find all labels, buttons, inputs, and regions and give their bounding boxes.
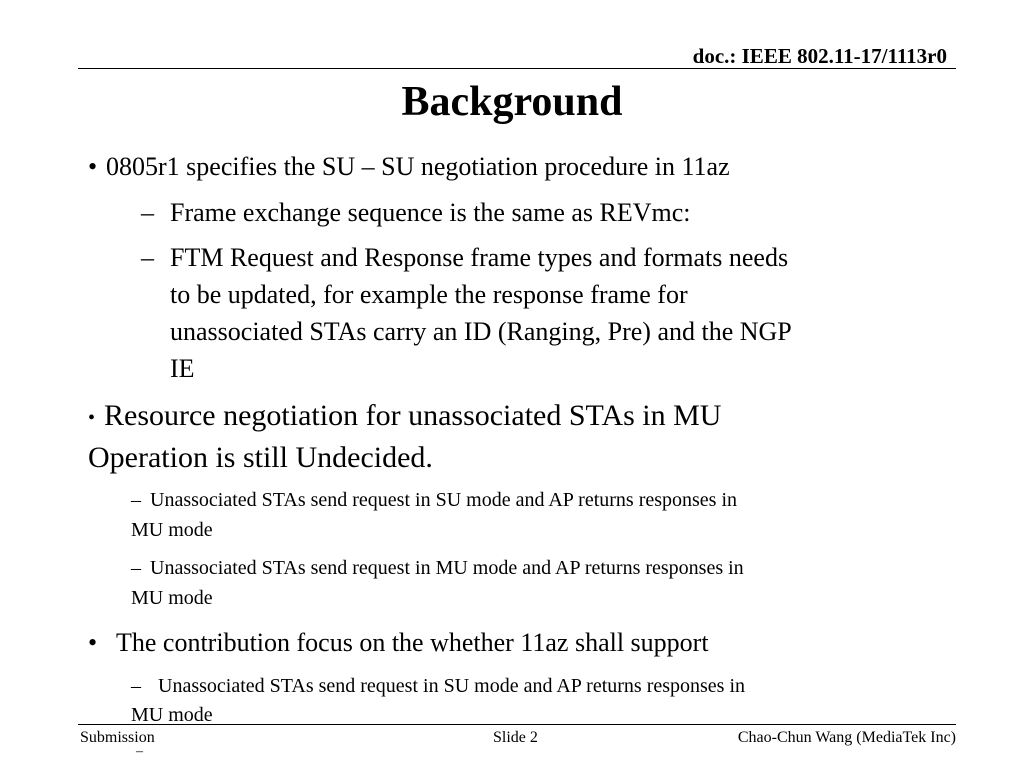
bullet-marker: • xyxy=(88,628,98,657)
sub-bullet-marker: – xyxy=(131,675,141,697)
sub-bullet-text: to be updated, for example the response frame for xyxy=(170,280,688,309)
sub-bullet-text: MU mode xyxy=(131,519,213,541)
slide-title: Background xyxy=(401,79,623,125)
sub-bullet-marker: – xyxy=(141,198,154,227)
sub-bullet-text: Unassociated STAs send request in SU mode and AP returns responses in xyxy=(158,675,746,697)
sub-bullet-marker: – xyxy=(141,243,154,272)
footer-submission: Submission xyxy=(80,729,155,746)
bullet-marker: • xyxy=(88,152,98,181)
sub-bullet-text: FTM Request and Response frame types and formats needs xyxy=(170,243,789,272)
footer-rule xyxy=(78,724,956,725)
sub-bullet-marker: – xyxy=(131,557,141,579)
sub-bullet-text: MU mode xyxy=(131,587,213,609)
sub-bullet-text: MU mode xyxy=(131,704,213,726)
sub-bullet-marker: – xyxy=(131,489,141,511)
footer-author: Chao-Chun Wang (MediaTek Inc) xyxy=(737,729,956,746)
document-id: doc.: IEEE 802.11-17/1113r0 xyxy=(692,44,947,68)
sub-bullet-text: unassociated STAs carry an ID (Ranging, Pre) and the NGP xyxy=(170,317,792,346)
bullet-text: Resource negotiation for unassociated STAs in MU xyxy=(104,399,722,432)
sub-bullet-text: Unassociated STAs send request in SU mode and AP returns responses in xyxy=(150,489,738,511)
sub-bullet-text: Frame exchange sequence is the same as REVmc: xyxy=(170,198,691,227)
header-rule xyxy=(78,68,956,69)
bullet-text: 0805r1 specifies the SU – SU negotiation procedure in 11az xyxy=(106,152,730,181)
overflow-marker: – xyxy=(136,744,143,759)
sub-bullet-text: IE xyxy=(170,354,195,383)
bullet-text: The contribution focus on the whether 11az shall support xyxy=(116,628,709,657)
footer-slide-number: Slide 2 xyxy=(493,729,538,746)
bullet-marker: • xyxy=(88,407,96,429)
sub-bullet-text: Unassociated STAs send request in MU mode and AP returns responses in xyxy=(150,557,744,579)
bullet-text: Operation is still Undecided. xyxy=(88,441,433,474)
